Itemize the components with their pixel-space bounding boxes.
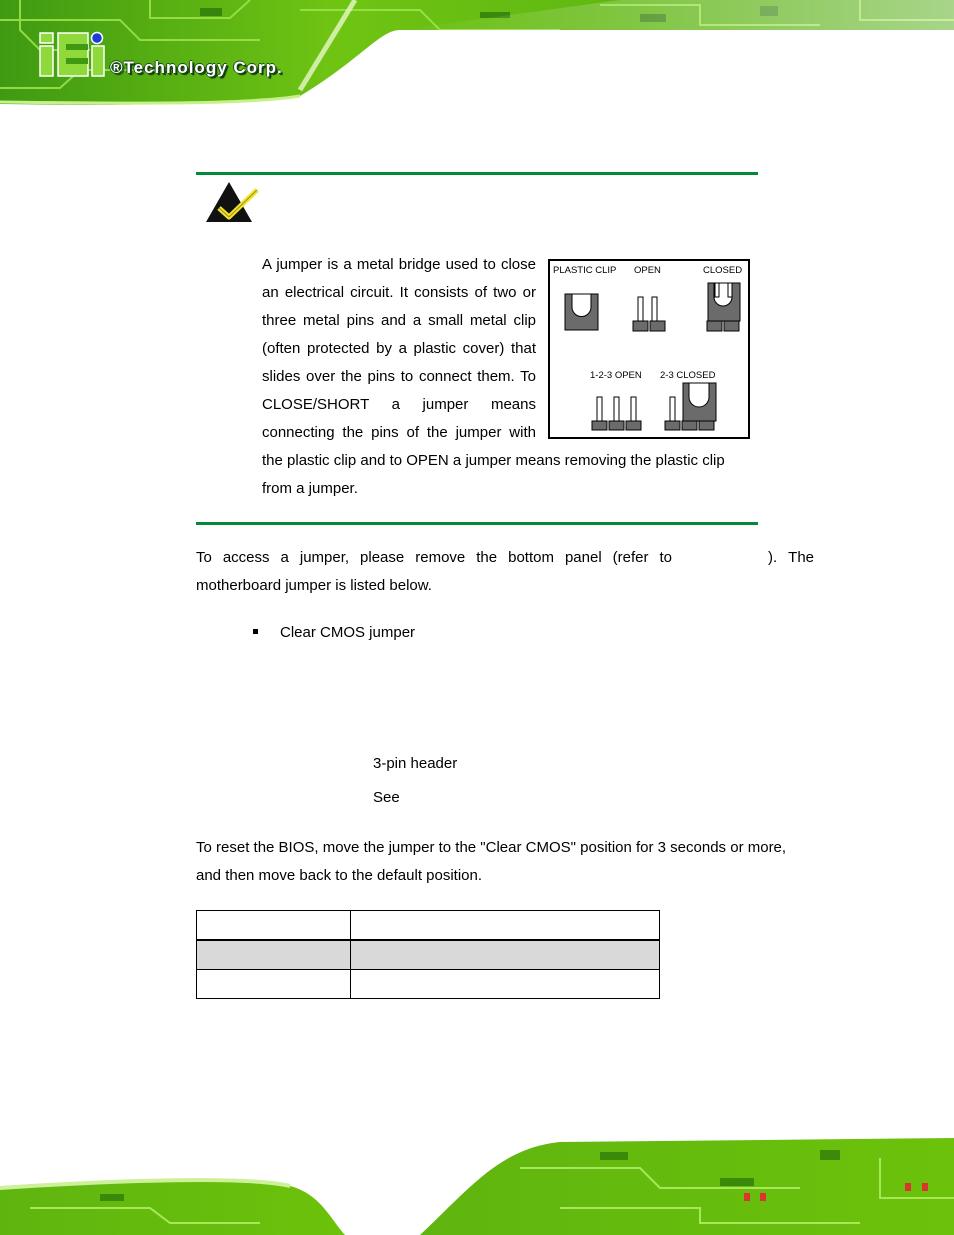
table-row: [197, 970, 660, 999]
circuit-board-header-graphic: [0, 0, 954, 112]
table-cell: [351, 940, 660, 970]
note-bottom-rule: [196, 522, 758, 525]
reset-line-2: and then move back to the default position.: [196, 867, 483, 884]
note-line: three metal pins and a small metal clip: [262, 312, 536, 329]
bullet-square-icon: [253, 629, 258, 634]
access-line-2: motherboard jumper is listed below.: [196, 577, 432, 594]
note-full-text: [262, 447, 758, 503]
note-wrapped-text: [262, 251, 536, 447]
note-line: connecting the pins of the jumper with: [262, 424, 536, 441]
note-line: CLOSE/SHORT a jumper means: [262, 396, 536, 413]
three-pin-open-graphic: [592, 397, 641, 430]
note-line: the plastic clip and to OPEN a jumper means removing the plastic clip: [262, 452, 725, 469]
jumper-type-value: 3-pin header: [373, 755, 458, 772]
access-paragraph: [196, 544, 814, 600]
table-cell: [197, 940, 351, 970]
table-row: [197, 911, 660, 941]
iei-logo-icon: [40, 33, 104, 77]
jumper-settings-table: [196, 910, 660, 999]
check-warning-icon: [205, 180, 261, 224]
bullet-clear-cmos: Clear CMOS jumper: [280, 624, 416, 641]
table-cell: [351, 911, 660, 941]
label-open: OPEN: [634, 265, 661, 276]
circuit-board-footer-graphic: [0, 1128, 954, 1235]
jumper-settings-value: See: [373, 789, 400, 806]
note-line: from a jumper.: [262, 480, 358, 497]
label-closed: CLOSED: [703, 265, 743, 276]
reset-line-1: To reset the BIOS, move the jumper to the "Clear CMOS" position for 3 seconds or more,: [196, 839, 787, 856]
reset-paragraph: [196, 834, 816, 890]
table-cell: [197, 911, 351, 941]
note-top-rule: [196, 172, 758, 175]
jumper-diagram: [548, 259, 751, 440]
table-cell: [351, 970, 660, 999]
header-banner: [0, 0, 954, 112]
note-line: an electrical circuit. It consists of two or: [262, 284, 536, 301]
note-line: (often protected by a plastic cover) that: [262, 340, 536, 357]
access-line-1-right: ). The: [768, 549, 814, 566]
note-line: A jumper is a metal bridge used to close: [262, 256, 536, 273]
closed-jumper-graphic: [707, 283, 740, 331]
note-line: slides over the pins to connect them. To: [262, 368, 536, 385]
footer-banner: [0, 1128, 954, 1235]
access-line-1-left: To access a jumper, please remove the bottom panel (refer to: [196, 549, 672, 566]
plastic-clip-graphic: [565, 294, 598, 330]
table-cell: [197, 970, 351, 999]
company-name: ®Technology Corp.: [110, 58, 283, 77]
table-row: [197, 940, 660, 970]
label-23-closed: 2-3 CLOSED: [660, 370, 716, 381]
label-plastic-clip: PLASTIC CLIP: [553, 265, 617, 276]
label-123-open: 1-2-3 OPEN: [590, 370, 642, 381]
